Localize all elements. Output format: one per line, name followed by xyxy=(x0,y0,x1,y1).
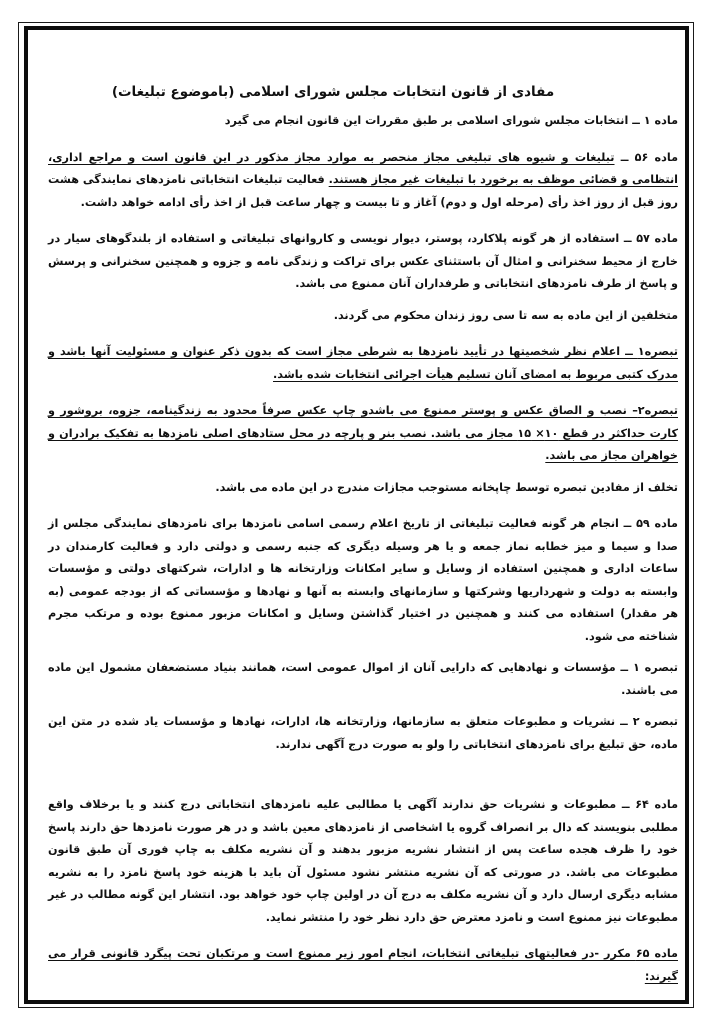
article-56 xyxy=(48,147,678,215)
document-page xyxy=(48,80,678,988)
article-64: ماده ۶۴ ــ مطبوعات و نشریات حق ندارند آگهی یا مطالبی علیه نامزدهای انتخاباتی درج کنند و یا برخلاف واقع مطلبی بنویسند که دال بر انصراف گروه یا اشخاصی از نامزدهای معین باشد و در هر صورت نامزدها حق دارند پاسخ خود را ظرف هجده ساعت پس از انتشار نشریه مزبور بدهند و آن نشریه مکلف به چاپ فوری آن طبق قانون مطبوعات می باشد. در صورتی که آن نشریه منتشر نشود مسئول آن باید با هزینه خود پاسخ نامزد را به نشریه مشابه دیگری ارسال دارد و آن نشریه مکلف به درج آن در اولین چاپ خود خواهد بود. انتشار این گونه مطالب در غیر مطبوعات نیز ممنوع است و نامزد معترض حق دارد نظر خود را منتشر نماید. xyxy=(48,798,679,924)
article-1: ماده ۱ ــ انتخابات مجلس شورای اسلامی بر طبق مقررات این قانون انجام می گیرد xyxy=(224,114,678,127)
note-2-violation: تخلف از مفادین تبصره توسط چاپخانه مستوجب مجازات مندرج در این ماده می باشد. xyxy=(215,480,678,494)
article-57: ماده ۵۷ ــ استفاده از هر گونه پلاکارد، پوستر، دیوار نویسی و کاروانهای تبلیغاتی و استفاده از بلندگوهای سیار در خارج از محیط سخنرانی و امثال آن باستثنای عکس برای تراکت و زندگی نامه و جزوه و همچنین سخنرانی و پرسش و پاسخ از طرف نامزدهای انتخاباتی و طرفداران آنان ممنوع می باشد. xyxy=(48,232,678,290)
article-59-note-2: تبصره ۲ ــ نشریات و مطبوعات متعلق به سازمانها، وزارتخانه ها، ادارات، نهادها و مؤسسات یاد شده در متن این ماده، حق تبلیغ برای نامزدهای انتخاباتی را ولو به صورت درج آگهی ندارند. xyxy=(48,715,678,751)
note-2: تبصره۲– نصب و الصاق عکس و پوستر ممنوع می باشدو چاپ عکس صرفاً محدود به زندگینامه، جزوه، بروشور و کارت حداکثر در قطع ۱۰× ۱۵ مجاز می باشد. نصب بنر و پارچه در محل ستادهای اصلی نامزدها به تفکیک برادران و خواهران مجاز می باشد. xyxy=(48,404,678,462)
article-57-penalty: متخلفین از این ماده به سه تا سی روز زندان محکوم می گردند. xyxy=(333,308,678,322)
article-56-label: ماده ۵۶ ــ xyxy=(614,150,678,164)
document-title: مفادی از قانون انتخابات مجلس شورای اسلامی (باموضوع تبلیغات) xyxy=(111,84,555,100)
article-56-underlined: تبلیغات و شیوه های تبلیغی مجاز منحصر به موارد مجاز مذکور در این قانون است و مراجع اداری، انتظامی و قضائی موظف به برخورد با تبلیغات غیر مجاز هستند. xyxy=(48,150,678,186)
article-59: ماده ۵۹ ــ انجام هر گونه فعالیت تبلیغاتی از تاریخ اعلام رسمی اسامی نامزدها برای نامزدهای نمایندگی مجلس از صدا و سیما و میز خطابه نماز جمعه و یا هر وسیله دیگری که جنبه رسمی و دولتی دارد و فعالیت کارمندان در ساعات اداری و همچنین استفاده از وسایل و سایر امکانات وزارتخانه ها و ادارات، شرکتهای دولتی و مؤسسات وابسته به دولت و شهرداریها وشرکتها و سازمانهای وابسته به آنها و نهادها و مؤسساتی که از بودجه عمومی (به هر مقدار) استفاده می کنند و همچنین در اختیار گذاشتن وسایل و امکانات مزبور ممنوع بوده و مرتکب مجرم شناخته می شود. xyxy=(48,517,678,643)
article-56-rest: فعالیت تبلیغات انتخاباتی نامزدهای نمایندگی هشت روز قبل از روز اخذ رأی (مرحله اول و دوم) آغاز و تا بیست و چهار ساعت قبل از اخذ رأی ادامه خواهد داشت. xyxy=(48,173,678,209)
article-59-note-1: تبصره ۱ ــ مؤسسات و نهادهایی که دارایی آنان از اموال عمومی است، همانند بنیاد مستضعفان مشمول این ماده می باشند. xyxy=(48,661,678,697)
article-65: ماده ۶۵ مکرر -در فعالیتهای تبلیغاتی انتخابات، انجام امور زیر ممنوع است و مرتکبان تحت پیگرد قانونی قرار می گیرند: xyxy=(48,947,678,983)
note-1: تبصره۱ ــ اعلام نظر شخصیتها در تأیید نامزدها به شرطی مجاز است که بدون ذکر عنوان و مسئولیت آنها باشد و مدرک کتبی مربوط به امضای آنان تسلیم هیأت اجرائی انتخابات شده باشد. xyxy=(48,345,678,381)
